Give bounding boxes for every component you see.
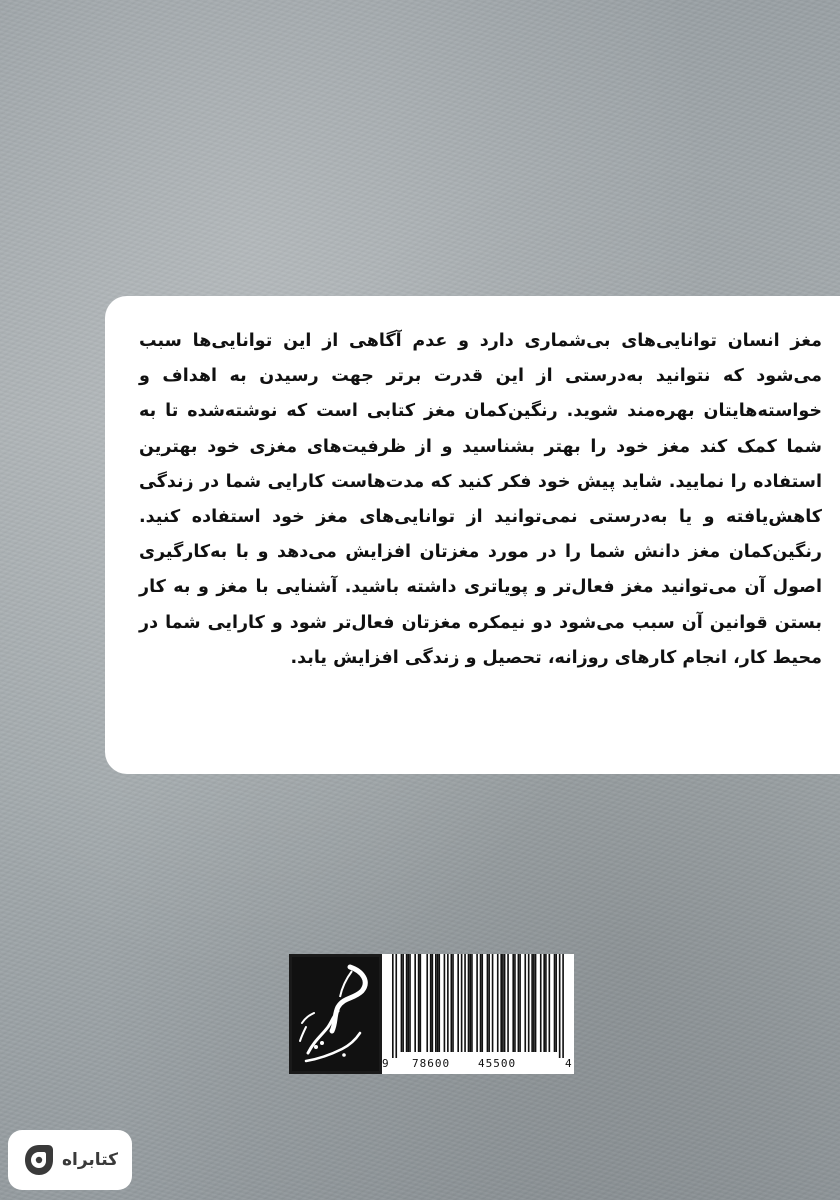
barcode-bar	[524, 954, 526, 1052]
barcode-bar	[518, 954, 520, 1052]
barcode-bar	[528, 954, 530, 1052]
barcode-bar	[414, 954, 416, 1052]
barcode-bar	[492, 954, 494, 1052]
barcode-bar	[437, 954, 439, 1052]
barcode-bar	[476, 954, 478, 1052]
barcode-bar	[507, 954, 509, 1052]
barcode-bar	[555, 954, 557, 1052]
ketabrah-logo-icon	[22, 1142, 56, 1178]
barcode-bar	[468, 954, 470, 1052]
barcode-bar	[545, 954, 547, 1052]
barcode-bar	[452, 954, 454, 1052]
barcode-bar	[504, 954, 506, 1052]
barcode-bar	[418, 954, 420, 1052]
isbn-barcode	[382, 954, 574, 1074]
barcode-bar	[488, 954, 490, 1052]
barcode-bar	[502, 954, 504, 1052]
barcode-bar	[469, 954, 471, 1052]
barcode-bar	[471, 954, 473, 1052]
barcode-bar	[392, 954, 394, 1058]
barcode-digit-first: 9	[382, 1057, 389, 1070]
barcode-bar	[406, 954, 408, 1052]
barcode-bar	[480, 954, 482, 1052]
barcode-bar	[535, 954, 537, 1052]
barcode-bar	[447, 954, 449, 1052]
barcode-bars	[392, 954, 564, 1058]
barcode-bar	[444, 954, 446, 1052]
barcode-digit-check: 4	[565, 1057, 572, 1070]
barcode-bar	[554, 954, 556, 1052]
barcode-bar	[559, 954, 561, 1058]
barcode-bar	[409, 954, 411, 1052]
barcode-bar	[519, 954, 521, 1052]
barcode-digits-left: 78600	[412, 1057, 451, 1070]
barcode-bar	[531, 954, 533, 1052]
barcode-bar	[540, 954, 542, 1052]
barcode-digits-right: 45500	[478, 1057, 517, 1070]
blurb-text: مغز انسان توانایی‌های بی‌شماری دارد و عدم آگاهی از این توانایی‌ها سبب می‌شود که نتوانید به‌درستی از این قدرت برتر جهت رسیدن به اهداف و خواسته‌هایتان بهره‌مند شوید. رنگین‌کمان مغز کتابی است که نوشته‌شده تا به شما کمک کند مغز خود را بهتر بشناسید و از ظرفیت‌های مغزی خود بهترین استفاده را نمایید. شاید پیش خود فکر کنید که مدت‌هاست کارایی شما در زندگی کاهش‌یافته و یا به‌درستی نمی‌توانید از توانایی‌های مغز خود استفاده کنید. رنگین‌کمان مغز دانش شما را در مورد مغزتان افزایش می‌دهد و با به‌کارگیری اصول آن می‌توانید مغز فعال‌تر و پویاتری داشته باشید. آشنایی با مغز و به کار بستن قوانین آن سبب می‌شود دو نیمکره مغزتان فعال‌تر شود و کارایی شما در محیط کار، انجام کارهای روزانه، تحصیل و زندگی افزایش یابد.	[139, 331, 822, 668]
barcode-bar	[464, 954, 466, 1052]
barcode-bar	[487, 954, 489, 1052]
barcode-bar	[402, 954, 404, 1052]
barcode-bar	[461, 954, 463, 1052]
blurb-panel	[105, 296, 840, 774]
barcode-bar	[432, 954, 434, 1052]
barcode-bar	[497, 954, 499, 1052]
publisher-logo	[289, 954, 382, 1074]
barcode-bar	[407, 954, 409, 1052]
barcode-bar	[481, 954, 483, 1052]
barcode-bar	[438, 954, 440, 1052]
barcode-bar	[435, 954, 437, 1052]
ketabrah-watermark[interactable]	[8, 1130, 132, 1190]
barcode-bar	[426, 954, 428, 1052]
barcode-digits	[382, 1055, 574, 1073]
barcode-bar	[549, 954, 551, 1052]
barcode-bar	[450, 954, 452, 1052]
barcode-bar	[562, 954, 564, 1058]
barcode-bar	[395, 954, 397, 1058]
barcode-bar	[533, 954, 535, 1052]
barcode-bar	[512, 954, 514, 1052]
barcode-bar	[430, 954, 432, 1052]
barcode-bar	[420, 954, 422, 1052]
barcode-bar	[401, 954, 403, 1052]
barcode-bar	[543, 954, 545, 1052]
barcode-bar	[457, 954, 459, 1052]
barcode-bar	[514, 954, 516, 1052]
watermark-text: کتابراه	[61, 1150, 119, 1170]
barcode-bar	[500, 954, 502, 1052]
